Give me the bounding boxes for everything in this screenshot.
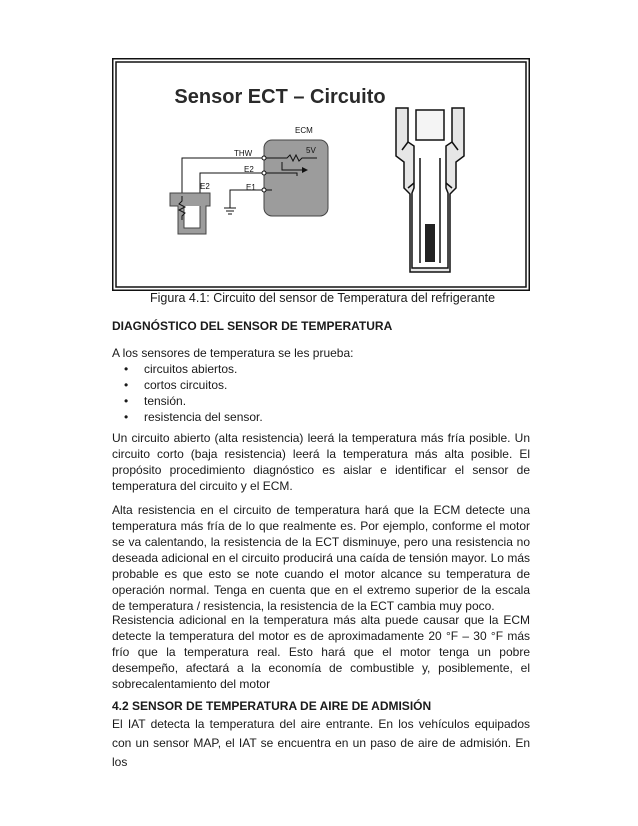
intro-text: A los sensores de temperatura se les prueba: <box>112 346 354 360</box>
bullet-icon: • <box>124 394 129 408</box>
figure-title: Sensor ECT – Circuito <box>174 86 386 108</box>
ect-circuit-diagram <box>112 58 530 291</box>
paragraph-alta-resistencia: Alta resistencia en el circuito de temperatura hará que la ECM detecte una temperatura más fría de lo que realmente es. Por ejemplo, conforme el motor se va calentando, la resistencia de la ECT disminuye, pero una resistencia no deseada adicional en el circuito producirá una caída de tensión mayor. Lo más probable es que esto se note cuando el motor alcance su temperatura de operación normal. Tenga en cuenta que en el extremo superior de la escala de temperatura / resistencia, la resistencia de la ECT cambia muy poco. <box>112 503 530 613</box>
section-heading-diagnostico: DIAGNÓSTICO DEL SENSOR DE TEMPERATURA <box>112 319 393 333</box>
bullet-icon: • <box>124 410 129 424</box>
figure-caption: Figura 4.1: Circuito del sensor de Temperatura del refrigerante <box>150 291 496 305</box>
ect-circuit-figure <box>112 58 530 291</box>
e2-ecm-label: E2 <box>244 165 254 174</box>
paragraph-circuito-abierto: Un circuito abierto (alta resistencia) leerá la temperatura más fría posible. Un circuito corto (baja resistencia) leerá la temperatura más alta posible. El propósito procedimiento diagnóstico es aislar e identificar el sensor de temperatura del circuito y el ECM. <box>112 431 530 493</box>
bullet-icon: • <box>124 378 129 392</box>
e1-terminal <box>262 188 266 192</box>
paragraph-iat: El IAT detecta la temperatura del aire entrante. En los vehículos equipados con un sensor MAP, el IAT se encuentra en un paso de aire de admisión. En los <box>112 717 530 769</box>
section-heading-iat: 4.2 SENSOR DE TEMPERATURA DE AIRE DE ADMISIÓN <box>112 699 432 713</box>
list-item: • tensión. <box>124 394 187 408</box>
list-item: • resistencia del sensor. <box>124 410 263 424</box>
thw-terminal <box>262 156 266 160</box>
ecm-label: ECM <box>295 126 313 135</box>
paragraph-resistencia-adicional: Resistencia adicional en la temperatura más alta puede causar que la ECM detecte la temperatura del motor es de aproximadamente 20 °F – 30 °F más frío que la temperatura real. Esto hará que el motor tenga un pobre desempeño, afectará a la economía de combustible y, posiblemente, el sobrecalentamiento del motor <box>112 613 530 691</box>
e1-label: E1 <box>246 183 256 192</box>
e2-terminal <box>262 171 266 175</box>
bullet-icon: • <box>124 362 129 376</box>
thw-label: THW <box>234 149 253 158</box>
5v-label: 5V <box>306 146 316 155</box>
sensor-small-core <box>184 206 200 228</box>
ecm-box <box>264 140 328 216</box>
thermistor-element <box>425 224 435 262</box>
list-item: • circuitos abiertos. <box>124 362 238 376</box>
e2-sensor-label: E2 <box>200 182 210 191</box>
test-list <box>112 361 263 425</box>
list-item: • cortos circuitos. <box>124 378 228 392</box>
